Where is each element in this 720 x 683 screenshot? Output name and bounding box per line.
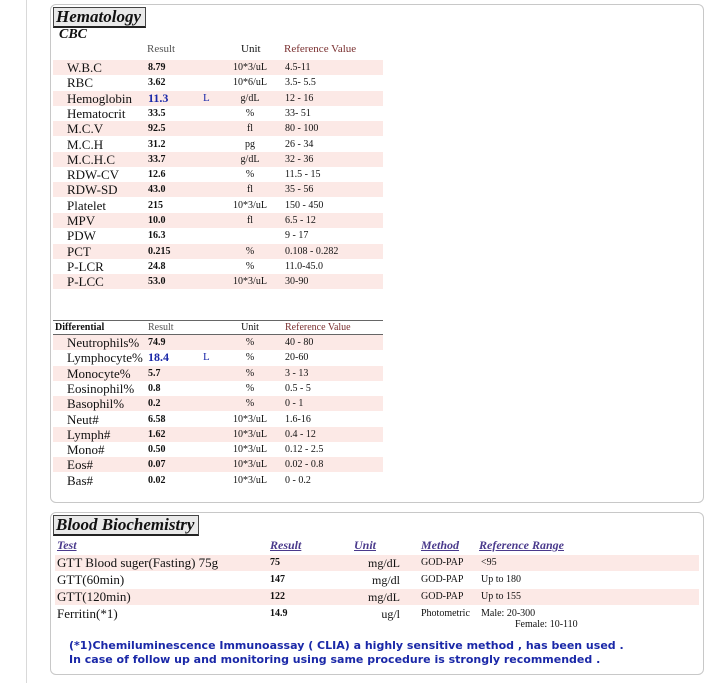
reference-value: 30-90	[285, 276, 309, 288]
differential-reference-header: Reference Value	[285, 322, 351, 333]
test-unit: g/dL	[240, 153, 260, 165]
table-row	[55, 555, 699, 571]
test-name: Neut#	[67, 411, 99, 427]
test-unit: fl	[246, 123, 254, 135]
test-result: 33.7	[148, 153, 166, 165]
table-row	[53, 137, 383, 152]
test-unit: 10*3/uL	[233, 276, 267, 288]
reference-value: 40 - 80	[285, 337, 314, 348]
table-row	[53, 396, 383, 411]
table-row	[53, 381, 383, 396]
differential-unit-header: Unit	[241, 322, 259, 333]
reference-value: 80 - 100	[285, 123, 319, 135]
test-name: P-LCC	[67, 274, 104, 290]
test-result: 147	[270, 574, 285, 585]
biochemistry-title: Blood Biochemistry	[53, 515, 199, 536]
test-result: 14.9	[270, 608, 288, 619]
test-result: 8.79	[148, 62, 166, 73]
test-name: PDW	[67, 228, 96, 244]
reference-value: 11.0-45.0	[285, 260, 323, 272]
reference-value: 12 - 16	[285, 92, 314, 104]
reference-value: 0.108 - 0.282	[285, 245, 339, 257]
table-row	[55, 572, 699, 588]
test-name: Neutrophils%	[67, 335, 140, 350]
test-unit: %	[245, 260, 255, 272]
test-method: GOD-PAP	[421, 574, 464, 585]
table-row	[53, 182, 383, 197]
test-result: 31.2	[148, 138, 166, 150]
reference-value: 0.5 - 5	[285, 382, 311, 394]
test-result: 75	[270, 557, 280, 568]
reference-value: 0.12 - 2.5	[285, 444, 324, 456]
test-name: W.B.C	[67, 60, 102, 75]
table-row	[53, 259, 383, 274]
test-name: Mono#	[67, 442, 105, 458]
table-row	[53, 152, 383, 167]
differential-label: Differential	[55, 322, 105, 333]
test-name: P-LCR	[67, 258, 104, 274]
clia-note-line-2: In case of follow up and monitoring using same procedure is strongly recommended .	[69, 653, 601, 666]
test-result: 33.5	[148, 107, 166, 119]
reference-value: 1.6-16	[285, 413, 311, 425]
test-unit: 10*3/uL	[233, 428, 267, 440]
test-name: PCT	[67, 243, 91, 259]
test-unit: %	[245, 169, 255, 181]
table-row	[53, 167, 383, 182]
table-row	[53, 198, 383, 213]
table-row	[53, 228, 383, 243]
reference-value: 0.02 - 0.8	[285, 459, 324, 471]
test-unit: 10*3/uL	[233, 459, 267, 471]
test-unit: ug/l	[381, 607, 400, 621]
test-name: Hematocrit	[67, 105, 126, 121]
reference-value: 35 - 56	[285, 184, 314, 196]
reference-value: 0 - 1	[285, 398, 304, 410]
test-name: Eos#	[67, 457, 93, 473]
test-result: 0.215	[148, 245, 171, 257]
test-unit: %	[245, 245, 255, 257]
test-name: Lymphocyte%	[67, 350, 143, 366]
table-row	[53, 473, 383, 488]
test-name: M.C.V	[67, 121, 104, 137]
table-row	[55, 589, 699, 605]
test-result: 3.62	[148, 77, 166, 89]
hematology-panel	[50, 4, 704, 503]
table-row	[53, 75, 383, 90]
test-unit: 10*3/uL	[233, 474, 267, 486]
reference-range-female: Female: 10-110	[515, 619, 578, 630]
differential-header-row	[53, 320, 383, 335]
table-row	[53, 91, 383, 106]
test-name: M.C.H.C	[67, 151, 116, 167]
test-unit: 10*6/uL	[233, 77, 267, 89]
test-name: RDW-CV	[67, 167, 119, 183]
test-header: Test	[57, 538, 77, 552]
table-row	[53, 106, 383, 121]
test-name: Ferritin(*1)	[57, 606, 118, 621]
test-result: 12.6	[148, 169, 166, 181]
test-unit: fl	[246, 184, 254, 196]
reference-value: 20-60	[285, 352, 309, 364]
test-name: MPV	[67, 213, 96, 228]
test-result: 0.07	[148, 459, 166, 471]
test-method: GOD-PAP	[421, 557, 464, 568]
test-unit: %	[245, 352, 255, 364]
reference-range: Up to 155	[481, 591, 521, 602]
test-name: Platelet	[67, 197, 106, 213]
page-left-rule	[26, 0, 27, 683]
test-unit: g/dL	[240, 92, 260, 104]
biochemistry-panel	[50, 512, 704, 675]
test-result: 0.02	[148, 474, 166, 486]
bio-unit-header: Unit	[354, 538, 377, 552]
test-name: Hemoglobin	[67, 90, 132, 106]
test-method: GOD-PAP	[421, 591, 464, 602]
table-row	[53, 60, 383, 75]
test-result: 43.0	[148, 184, 166, 196]
test-name: Bas#	[67, 472, 93, 488]
test-result: 16.3	[148, 230, 166, 242]
test-result: 74.9	[148, 337, 166, 348]
test-method: Photometric	[421, 608, 470, 619]
test-name: RBC	[67, 75, 94, 91]
test-result: 92.5	[148, 123, 166, 135]
table-row	[53, 427, 383, 442]
test-result: 0.8	[148, 382, 161, 394]
table-row	[53, 457, 383, 472]
test-unit: 10*3/uL	[233, 444, 267, 456]
test-unit: mg/dL	[368, 556, 400, 570]
table-row	[53, 350, 383, 365]
result-header: Result	[147, 43, 176, 55]
test-result: 5.7	[148, 367, 161, 379]
result-flag: L	[203, 91, 210, 104]
reference-range: Up to 180	[481, 574, 521, 585]
reference-header: Reference Value	[284, 43, 357, 55]
table-row	[53, 442, 383, 457]
test-name: Monocyte%	[67, 365, 131, 381]
test-result: 11.3	[148, 90, 169, 105]
test-name: GTT(120min)	[57, 589, 131, 604]
unit-header: Unit	[241, 43, 261, 55]
reference-value: 3 - 13	[285, 367, 309, 379]
test-name: Basophil%	[67, 396, 125, 412]
table-row	[53, 412, 383, 427]
test-name: Lymph#	[67, 426, 111, 442]
test-name: Eosinophil%	[67, 380, 135, 396]
reference-value: 0.4 - 12	[285, 428, 316, 440]
test-unit: fl	[246, 215, 254, 226]
table-row	[53, 244, 383, 259]
reference-value: 9 - 17	[285, 230, 309, 242]
test-result: 18.4	[148, 350, 169, 365]
table-row	[53, 274, 383, 289]
table-row	[53, 366, 383, 381]
method-header: Method	[421, 538, 460, 552]
test-name: GTT Blood suger(Fasting) 75g	[57, 555, 219, 570]
test-result: 1.62	[148, 428, 166, 440]
test-result: 215	[148, 199, 163, 211]
test-unit: %	[245, 382, 255, 394]
reference-value: 3.5- 5.5	[285, 77, 316, 89]
reference-value: 32 - 36	[285, 153, 314, 165]
table-row	[53, 121, 383, 136]
test-unit: pg	[245, 138, 255, 150]
test-name: GTT(60min)	[57, 572, 125, 587]
clia-note-line-1: (*1)Chemiluminescence Immunoassay ( CLIA) a highly sensitive method , has been used .	[69, 639, 624, 652]
test-unit: %	[245, 367, 255, 379]
table-row	[53, 335, 383, 350]
test-result: 0.50	[148, 444, 166, 456]
reference-value: 26 - 34	[285, 138, 314, 150]
test-result: 6.58	[148, 413, 166, 425]
bio-result-header: Result	[270, 538, 302, 552]
test-unit: %	[245, 107, 255, 119]
reference-value: 11.5 - 15	[285, 169, 321, 181]
test-unit: mg/dL	[368, 590, 400, 604]
test-unit: %	[245, 398, 255, 410]
test-unit: 10*3/uL	[233, 62, 267, 73]
reference-value: 150 - 450	[285, 199, 324, 211]
test-result: 53.0	[148, 276, 166, 288]
test-unit: 10*3/uL	[233, 199, 267, 211]
test-result: 24.8	[148, 260, 166, 272]
reference-value: 4.5-11	[285, 62, 311, 73]
result-flag: L	[203, 351, 210, 364]
test-unit: mg/dl	[371, 573, 400, 587]
reference-value: 0 - 0.2	[285, 474, 311, 486]
test-unit: %	[245, 337, 255, 348]
test-result: 122	[270, 591, 285, 602]
test-name: M.C.H	[67, 136, 104, 152]
table-row	[55, 606, 699, 630]
reference-value: 33- 51	[285, 107, 311, 119]
cbc-subtitle: CBC	[59, 27, 88, 42]
reference-range: <95	[481, 557, 497, 568]
test-unit: 10*3/uL	[233, 413, 267, 425]
reference-value: 6.5 - 12	[285, 215, 316, 226]
reference-range: Male: 20-300	[481, 608, 536, 619]
test-name: RDW-SD	[67, 182, 118, 198]
differential-result-header: Result	[148, 322, 174, 333]
reference-range-header: Reference Range	[479, 538, 564, 552]
hematology-title: Hematology	[53, 7, 146, 28]
test-result: 0.2	[148, 398, 161, 410]
test-result: 10.0	[148, 215, 166, 226]
table-row	[53, 213, 383, 228]
